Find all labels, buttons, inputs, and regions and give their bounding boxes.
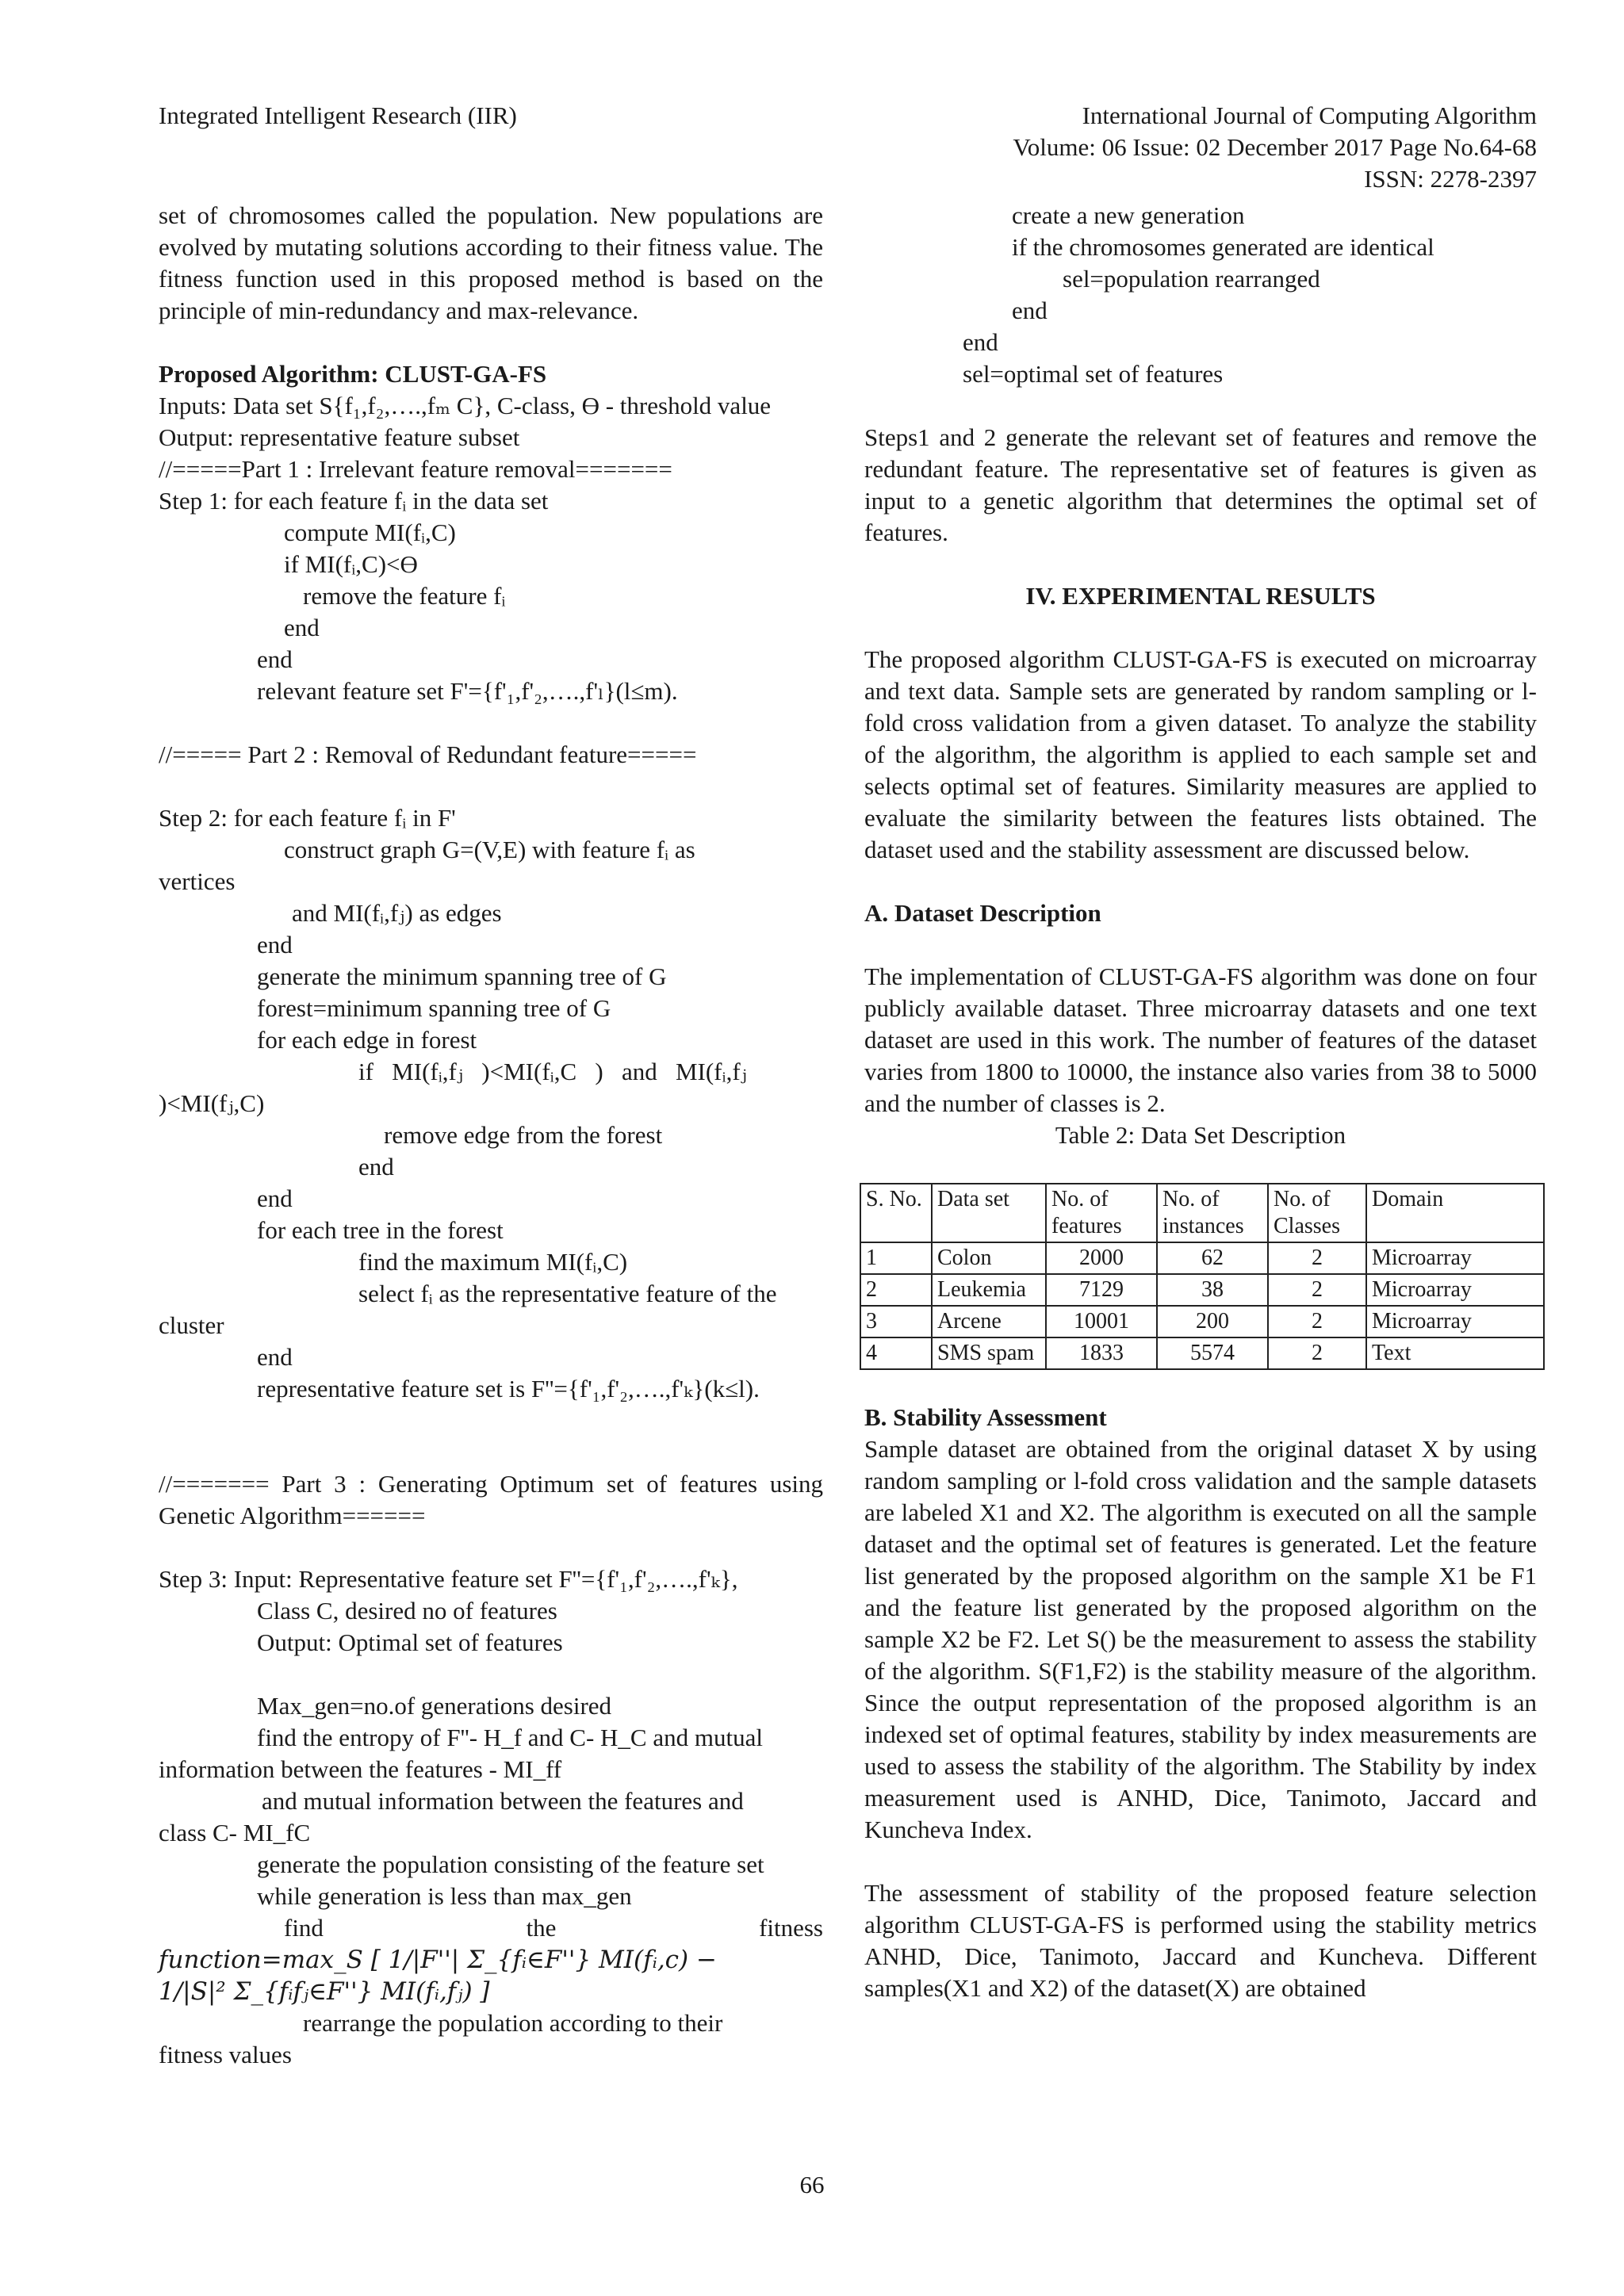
step3-line: Step 3: Input: Representative feature set F''={f'₁,f'₂,….,f'ₖ}, [159, 1565, 738, 1593]
table-cell: 5574 [1157, 1337, 1268, 1369]
step1-line: end [257, 645, 293, 673]
header-issn: ISSN: 2278-2397 [1364, 165, 1537, 193]
table-cell: 2 [860, 1274, 932, 1306]
table-header-cell: No. of Classes [1268, 1184, 1366, 1242]
table-cell: Microarray [1366, 1306, 1544, 1337]
step2-line: end [358, 1153, 394, 1181]
step3-line: and mutual information between the features and [262, 1787, 744, 1815]
step1-line: remove the feature fᵢ [303, 582, 506, 610]
table-header-cell: Domain [1366, 1184, 1544, 1242]
step3-line: class C- MI_fC [159, 1819, 311, 1846]
header-journal-right [823, 100, 1537, 195]
algorithm-continuation-line: sel=optimal set of features [963, 360, 1224, 388]
step2-line: cluster [159, 1311, 224, 1339]
step2-line: end [257, 1184, 293, 1212]
section-title-experimental-results: IV. EXPERIMENTAL RESULTS [1025, 582, 1376, 610]
table-header-cell: S. No. [860, 1184, 932, 1242]
step2-line: Step 2: for each feature fᵢ in F' [159, 804, 456, 832]
table-cell: 4 [860, 1337, 932, 1369]
step3-line: find the entropy of F''- H_f and C- H_C and mutual [257, 1724, 763, 1751]
table-cell: 3 [860, 1306, 932, 1337]
step2-line: for each edge in forest [257, 1026, 477, 1054]
table-cell: Microarray [1366, 1242, 1544, 1274]
experimental-paragraph: The proposed algorithm CLUST-GA-FS is executed on microarray and text data. Sample sets are generated by random sampling or l-fold cross validation from a given dataset. To analyze the stability of the algorithm, the algorithm is applied to each sample set and selects optimal set of features. Similarity measures are applied to evaluate the similarity between the features lists obtained. The dataset used and the stability assessment are discussed below. [864, 645, 1537, 863]
part2-header: //===== Part 2 : Removal of Redundant feature===== [159, 740, 697, 768]
step1-line: end [284, 614, 320, 641]
page-number: 66 [799, 2171, 825, 2198]
assessment-paragraph: The assessment of stability of the proposed feature selection algorithm CLUST-GA-FS is performed using the stability metrics ANHD, Dice, Tanimoto, Jaccard and Kuncheva. Different samples(X1 and X2) of the dataset(X) are obtained [864, 1879, 1537, 2002]
step2-line: vertices [159, 867, 236, 895]
step2-line: representative feature set is F''={f'₁,f'₂,….,f'ₖ}(k≤l). [257, 1375, 760, 1402]
header-volume-info: Volume: 06 Issue: 02 December 2017 Page No.64-68 [1013, 133, 1537, 161]
step2-line: end [257, 931, 293, 959]
table-cell: Leukemia [932, 1274, 1046, 1306]
intro-paragraph: set of chromosomes called the population. New populations are evolved by mutating solutions according to their fitness value. The fitness function used in this proposed method is based on the principle of min-redundancy and max-relevance. [159, 201, 823, 324]
table-row [860, 1274, 1544, 1306]
algorithm-title: Proposed Algorithm: CLUST-GA-FS [159, 360, 547, 388]
step2-line: for each tree in the forest [257, 1216, 504, 1244]
step3-line: generate the population consisting of the feature set [257, 1850, 764, 1878]
step1-line: compute MI(fᵢ,C) [284, 519, 456, 546]
step1-line: relevant feature set F'={f'₁,f'₂,….,f'ₗ}(l≤m). [257, 677, 678, 705]
table-row [860, 1306, 1544, 1337]
table-cell: 2 [1268, 1242, 1366, 1274]
step2-line: )<MI(fⱼ,C) [159, 1089, 265, 1117]
table-cell: SMS spam [932, 1337, 1046, 1369]
fitness-formula-line2: 1/|S|² Σ_{fᵢfⱼ∈F''} MI(fᵢ,fⱼ) ] [159, 1977, 490, 2006]
table-cell: 10001 [1046, 1306, 1157, 1337]
algorithm-inputs: Inputs: Data set S{f₁,f₂,….,fₘ C}, C-class, ϴ - threshold value [159, 392, 772, 419]
table-cell: 1 [860, 1242, 932, 1274]
step3-line: Max_gen=no.of generations desired [257, 1692, 612, 1720]
table-cell: 2 [1268, 1337, 1366, 1369]
step2-line: forest=minimum spanning tree of G [257, 994, 611, 1022]
table-row [860, 1242, 1544, 1274]
header-journal-left: Integrated Intelligent Research (IIR) [159, 101, 517, 129]
dataset-table [860, 1183, 1545, 1370]
table-header-row [860, 1184, 1544, 1242]
algorithm-continuation-line: if the chromosomes generated are identical [1012, 233, 1434, 261]
step2-line: if MI(fᵢ,fⱼ )<MI(fᵢ,C ) and MI(fᵢ,fⱼ [358, 1058, 747, 1085]
right-column [864, 200, 1537, 2004]
step2-line: end [257, 1343, 293, 1371]
step2-line: select fᵢ as the representative feature of the [358, 1280, 777, 1307]
step3-line: Output: Optimal set of features [257, 1628, 563, 1656]
step2-line: construct graph G=(V,E) with feature fᵢ as [284, 836, 695, 863]
step3-line: while generation is less than max_gen [257, 1882, 632, 1910]
table-cell: 62 [1157, 1242, 1268, 1274]
table-cell: 38 [1157, 1274, 1268, 1306]
table-header-cell: No. of features [1046, 1184, 1157, 1242]
step1-line: if MI(fᵢ,C)<ϴ [284, 550, 418, 578]
table-cell: 1833 [1046, 1337, 1157, 1369]
dataset-paragraph: The implementation of CLUST-GA-FS algorithm was done on four publicly available dataset. Three microarray datasets and one text dataset are used in this work. The number of features of the dataset varies from 1800 to 10000, the instance also varies from 38 to 5000 and the number of classes is 2. [864, 962, 1537, 1117]
table-cell: 2000 [1046, 1242, 1157, 1274]
step3-line: information between the features - MI_ff [159, 1755, 562, 1783]
table-cell: Arcene [932, 1306, 1046, 1337]
part1-header: //=====Part 1 : Irrelevant feature removal======= [159, 455, 672, 483]
table-cell: 7129 [1046, 1274, 1157, 1306]
table-caption: Table 2: Data Set Description [1055, 1121, 1346, 1149]
table-cell: 2 [1268, 1306, 1366, 1337]
algorithm-output: Output: representative feature subset [159, 423, 520, 451]
step3-line: find the fitness [284, 1914, 823, 1942]
algorithm-continuation-line: end [1012, 297, 1048, 324]
header-journal-title: International Journal of Computing Algorithm [1082, 101, 1537, 129]
subsection-stability-assessment: B. Stability Assessment [864, 1403, 1107, 1431]
steps-summary-paragraph: Steps1 and 2 generate the relevant set of features and remove the redundant feature. The representative set of features is given as input to a genetic algorithm that determines the optimal set of features. [864, 423, 1537, 546]
table-header-cell: No. of instances [1157, 1184, 1268, 1242]
table-row [860, 1337, 1544, 1369]
algorithm-continuation-line: end [963, 328, 998, 356]
step1-line: Step 1: for each feature fᵢ in the data set [159, 487, 549, 515]
table-cell: 200 [1157, 1306, 1268, 1337]
table-cell: Colon [932, 1242, 1046, 1274]
part3-header: //======= Part 3 : Generating Optimum set of features using Genetic Algorithm====== [159, 1470, 823, 1529]
subsection-dataset-description: A. Dataset Description [864, 899, 1101, 927]
step3-line: rearrange the population according to their [303, 2009, 723, 2037]
step3-line: fitness values [159, 2041, 292, 2068]
algorithm-continuation-line: sel=population rearranged [1063, 265, 1320, 293]
table-cell: Text [1366, 1337, 1544, 1369]
stability-paragraph: Sample dataset are obtained from the original dataset X by using random sampling or l-fold cross validation and the sample datasets are labeled X1 and X2. The algorithm is executed on all the sample dataset and the optimal set of features is generated. Let the feature list generated by the proposed algorithm on the sample X1 be F1 and the feature list generated by the proposed algorithm on the sample X2 be F2. Let S() be the measurement to assess the stability of the algorithm. S(F1,F2) is the stability measure of the algorithm. Since the output representation of the proposed algorithm is an indexed set of optimal features, stability by index measurements are used to assess the stability of the algorithm. The Stability by index measurement used is ANHD, Dice, Tanimoto, Jaccard and Kuncheva Index. [864, 1435, 1537, 1843]
step3-line: Class C, desired no of features [257, 1597, 557, 1624]
algorithm-continuation-line: create a new generation [1012, 201, 1245, 229]
left-column [159, 200, 823, 2071]
step2-line: find the maximum MI(fᵢ,C) [358, 1248, 628, 1276]
step2-line: and MI(fᵢ,fⱼ) as edges [292, 899, 502, 927]
fitness-formula-line1: function=max_S [ 1/|F''| Σ_{fᵢ∈F''} MI(fᵢ,c) − [159, 1946, 717, 1974]
step2-line: remove edge from the forest [384, 1121, 663, 1149]
table-cell: Microarray [1366, 1274, 1544, 1306]
table-cell: 2 [1268, 1274, 1366, 1306]
step2-line: generate the minimum spanning tree of G [257, 962, 667, 990]
table-header-cell: Data set [932, 1184, 1046, 1242]
